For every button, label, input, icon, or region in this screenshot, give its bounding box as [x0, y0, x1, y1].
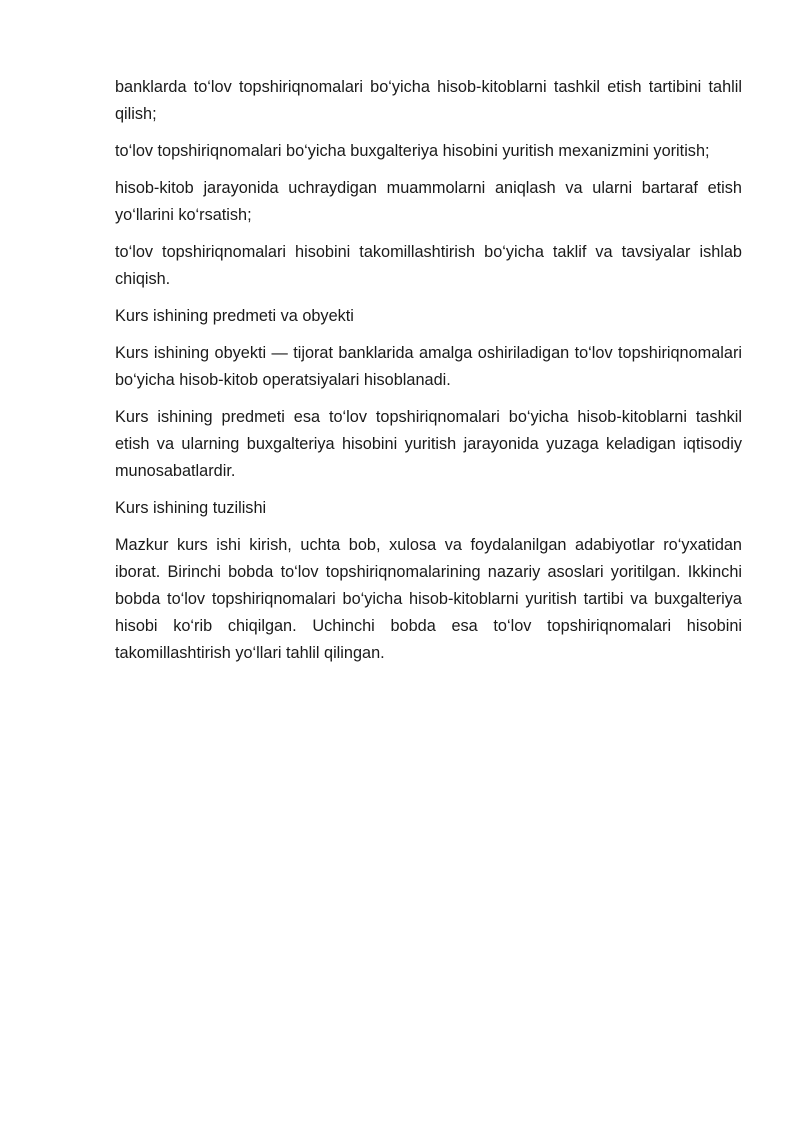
paragraph-object: Kurs ishining obyekti — tijorat banklarida amalga oshiriladigan to‘lov topshiriqnomalari bo‘yicha hisob-kitob operatsiyalari hisoblanadi. [115, 344, 742, 389]
objective-recommendations: to‘lov topshiriqnomalari hisobini takomillashtirish bo‘yicha taklif va tavsiyalar ishlab chiqish. [115, 243, 742, 288]
section-heading-structure: Kurs ishining tuzilishi [115, 499, 267, 517]
paragraph-structure: Mazkur kurs ishi kirish, uchta bob, xulosa va foydalanilgan adabiyotlar ro‘yxatidan iborat. Birinchi bobda to‘lov topshiriqnomalarining nazariy asoslari yoritilgan. Ikkinchi bobda to‘lov topshiriqnomalari bo‘yicha hisob-kitoblarni yuritish tartibi va buxgalteriya hisobi ko‘rib chiqilgan. Uchinchi bobda esa to‘lov topshiriqnomalari hisobini takomillashtirish yo‘llari tahlil qilingan. [115, 536, 742, 662]
objective-analyze-settlements: banklarda to‘lov topshiriqnomalari bo‘yicha hisob-kitoblarni tashkil etish tartibini tahlil qilish; [115, 78, 742, 123]
section-heading-subject-object: Kurs ishining predmeti va obyekti [115, 307, 354, 325]
paragraph-subject: Kurs ishining predmeti esa to‘lov topshiriqnomalari bo‘yicha hisob-kitoblarni tashkil etish va ularning buxgalteriya hisobini yuritish jarayonida yuzaga keladigan iqtisodiy munosabatlardir. [115, 408, 742, 480]
objective-accounting-mechanism: to‘lov topshiriqnomalari bo‘yicha buxgalteriya hisobini yuritish mexanizmini yoritish; [115, 142, 710, 160]
objective-identify-problems: hisob-kitob jarayonida uchraydigan muammolarni aniqlash va ularni bartaraf etish yo‘llarini ko‘rsatish; [115, 179, 742, 224]
document-page [115, 74, 742, 677]
